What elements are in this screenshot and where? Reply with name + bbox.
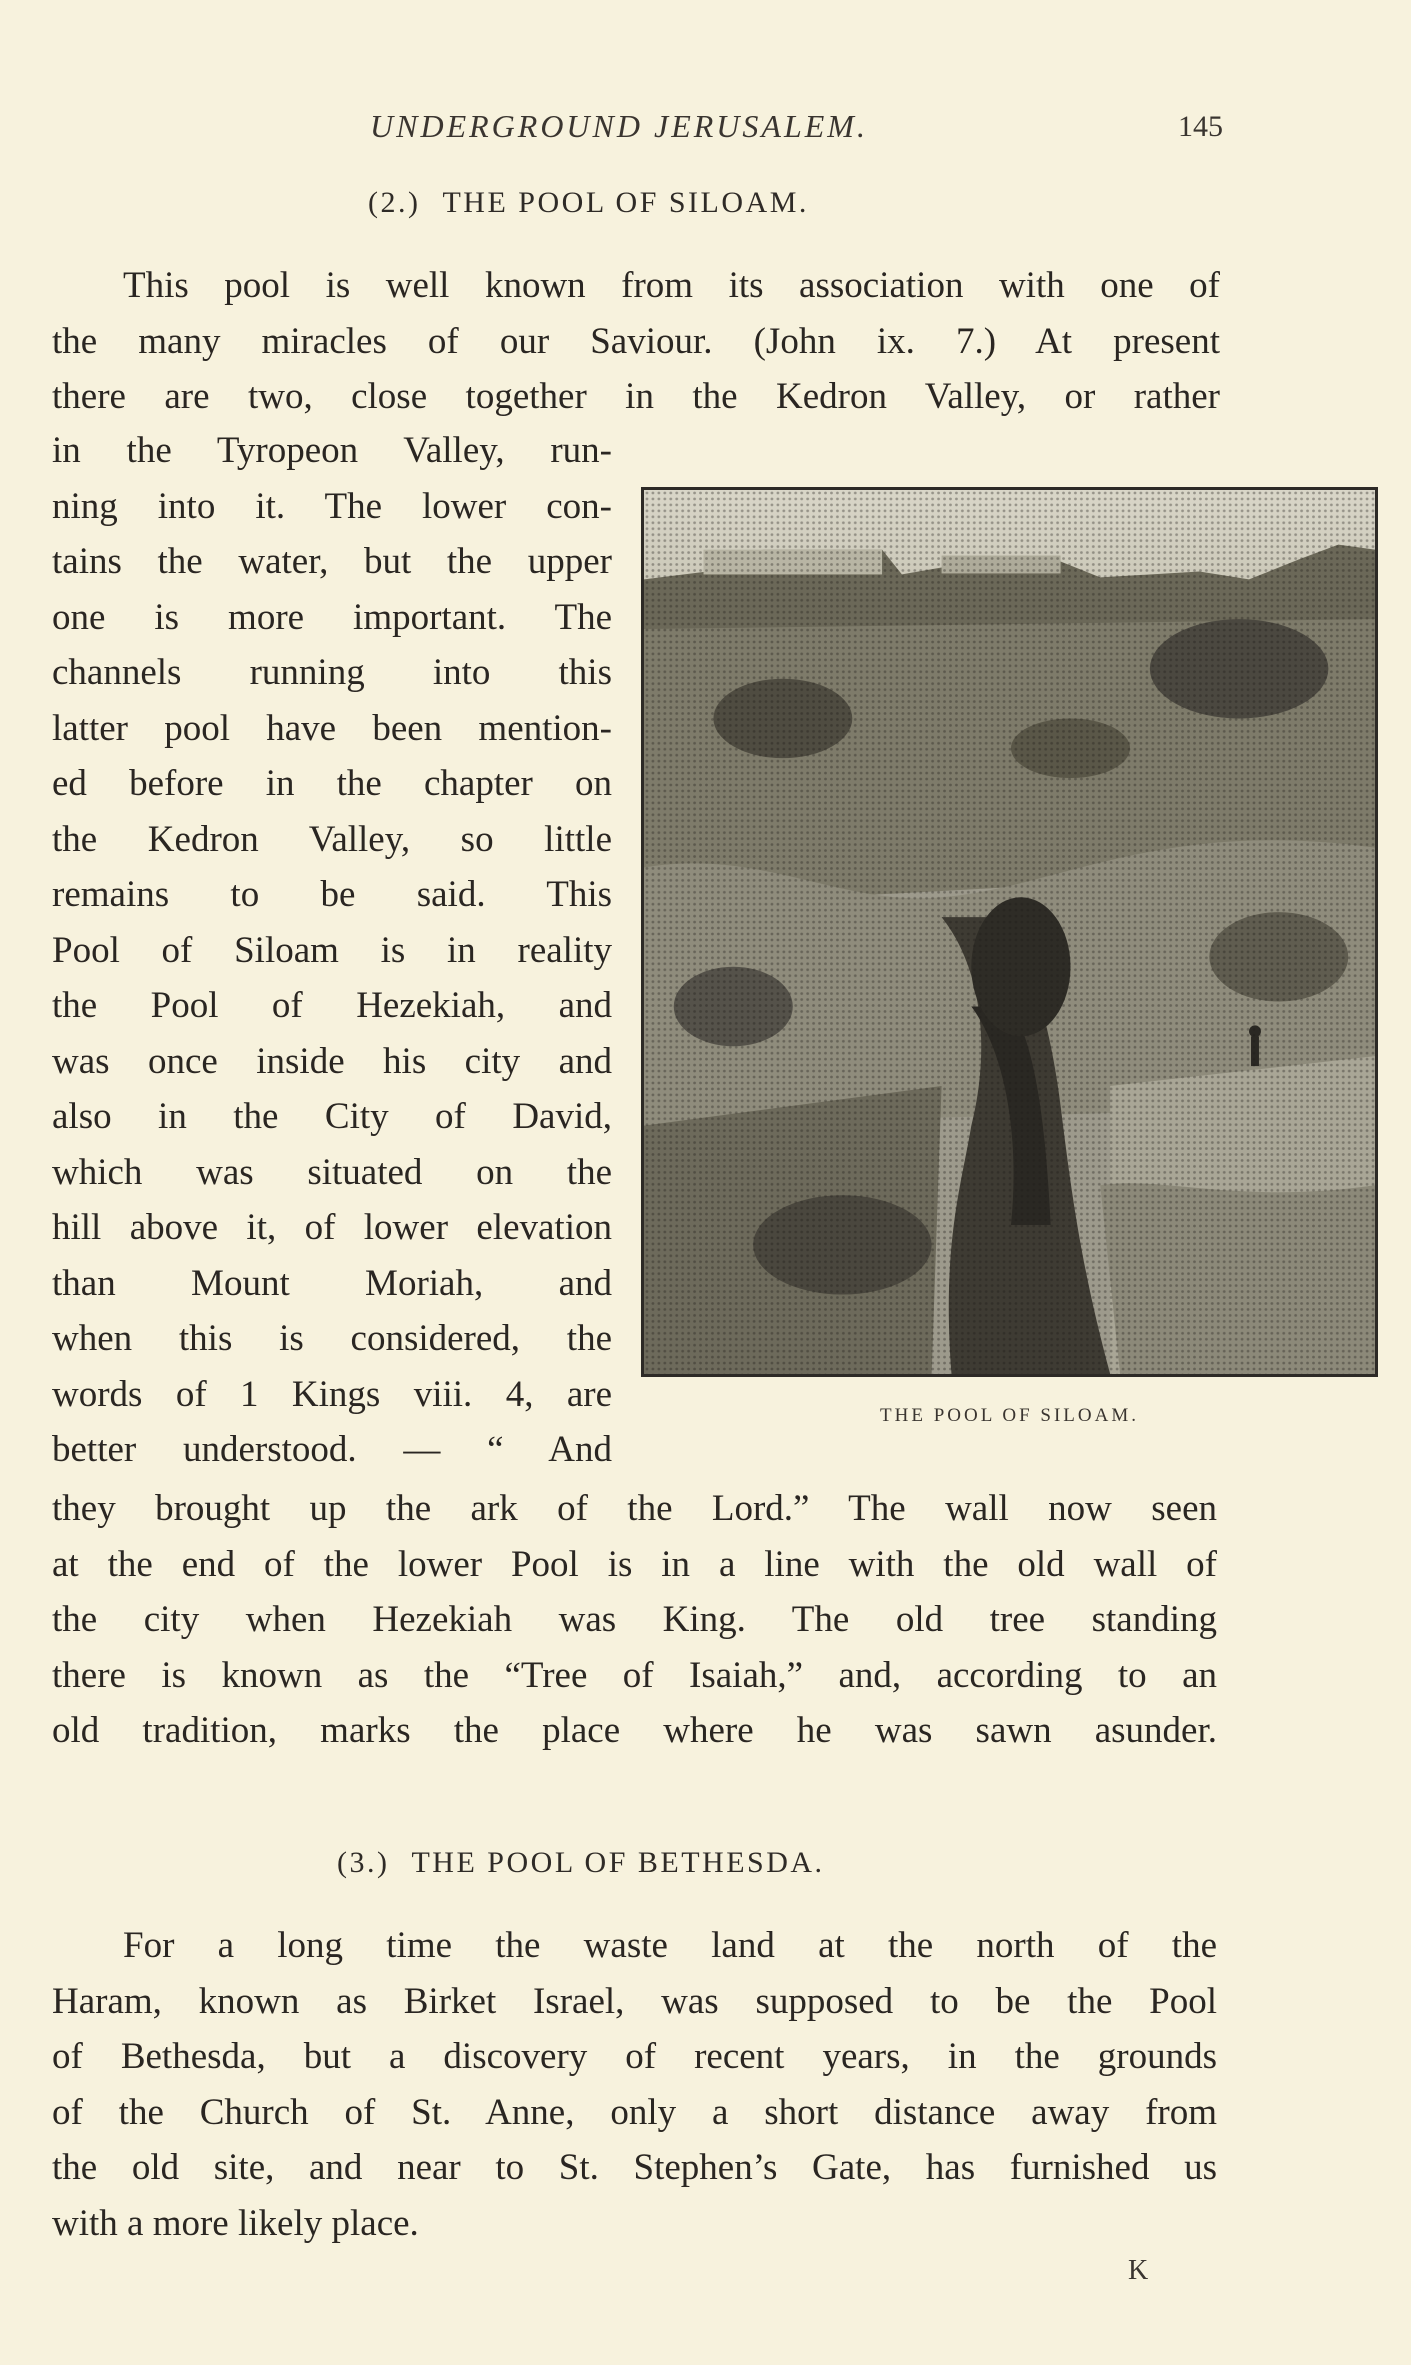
- text-line: remains to be said. This: [52, 874, 612, 915]
- text-line: hill above it, of lower elevation: [52, 1207, 612, 1248]
- text-line: of Bethesda, but a discovery of recent years, in the grounds: [52, 2036, 1217, 2077]
- text-line: Pool of Siloam is in reality: [52, 929, 612, 971]
- text-line: tains the water, but the upper: [52, 541, 612, 582]
- text-line: the city when Hezekiah was King. The old tree standing: [52, 1599, 1217, 1640]
- text-line: Haram, known as Birket Israel, was supposed to be the Pool: [52, 1980, 1217, 2022]
- signature-mark: K: [1128, 2255, 1149, 2286]
- text-line: at the end of the lower Pool is in a line with the old wall of: [52, 1543, 1217, 1585]
- text-line: words of 1 Kings viii. 4, are: [52, 1373, 612, 1415]
- text-line: ed before in the chapter on: [52, 763, 612, 804]
- text-line: also in the City of David,: [52, 1096, 612, 1137]
- text-line: which was situated on the: [52, 1151, 612, 1193]
- text-line: in the Tyropeon Valley, run-: [52, 430, 612, 471]
- text-line: better understood. — “ And: [52, 1429, 612, 1470]
- running-head: [0, 108, 1411, 152]
- section-title: THE POOL OF BETHESDA.: [411, 1846, 825, 1879]
- section-title: THE POOL OF SILOAM.: [442, 186, 809, 219]
- text-line: than Mount Moriah, and: [52, 1262, 612, 1304]
- paragraph-bethesda: [52, 1918, 1217, 2251]
- text-line: For a long time the waste land at the north of the: [123, 1925, 1217, 1966]
- text-line: the Pool of Hezekiah, and: [52, 985, 612, 1026]
- section-number: (3.): [337, 1846, 390, 1879]
- text-line: there is known as the “Tree of Isaiah,” and, according to an: [52, 1654, 1217, 1696]
- text-line: one is more important. The: [52, 596, 612, 638]
- paragraph-siloam-top: [52, 258, 1220, 425]
- figure-caption: THE POOL OF SILOAM.: [880, 1405, 1139, 1426]
- text-line: there are two, close together in the Kedron Valley, or rather: [52, 376, 1220, 417]
- text-line: This pool is well known from its association with one of: [123, 265, 1220, 306]
- section-heading-siloam: [368, 186, 809, 220]
- text-line: they brought up the ark of the Lord.” The wall now seen: [52, 1488, 1217, 1529]
- text-line: with a more likely place.: [52, 2202, 419, 2244]
- page-number: 145: [1178, 110, 1223, 143]
- text-line: latter pool have been mention-: [52, 707, 612, 749]
- text-line: ning into it. The lower con-: [52, 485, 612, 527]
- section-heading-bethesda: [337, 1846, 825, 1880]
- paragraph-siloam-wrapped: [52, 423, 612, 1478]
- text-line: the Kedron Valley, so little: [52, 818, 612, 860]
- text-line: channels running into this: [52, 652, 612, 693]
- text-line: was once inside his city and: [52, 1040, 612, 1082]
- section-number: (2.): [368, 186, 421, 219]
- text-line: old tradition, marks the place where he was sawn asunder.: [52, 1710, 1217, 1751]
- halftone-photo: [644, 490, 1375, 1374]
- text-line: the old site, and near to St. Stephen’s Gate, has furnished us: [52, 2147, 1217, 2188]
- running-title: UNDERGROUND JERUSALEM.: [370, 108, 868, 144]
- photo-pool-of-siloam: [641, 487, 1378, 1377]
- paragraph-siloam-bottom: [52, 1481, 1217, 1759]
- text-line: the many miracles of our Saviour. (John ix. 7.) At present: [52, 320, 1220, 362]
- text-line: of the Church of St. Anne, only a short distance away from: [52, 2091, 1217, 2133]
- text-line: when this is considered, the: [52, 1318, 612, 1359]
